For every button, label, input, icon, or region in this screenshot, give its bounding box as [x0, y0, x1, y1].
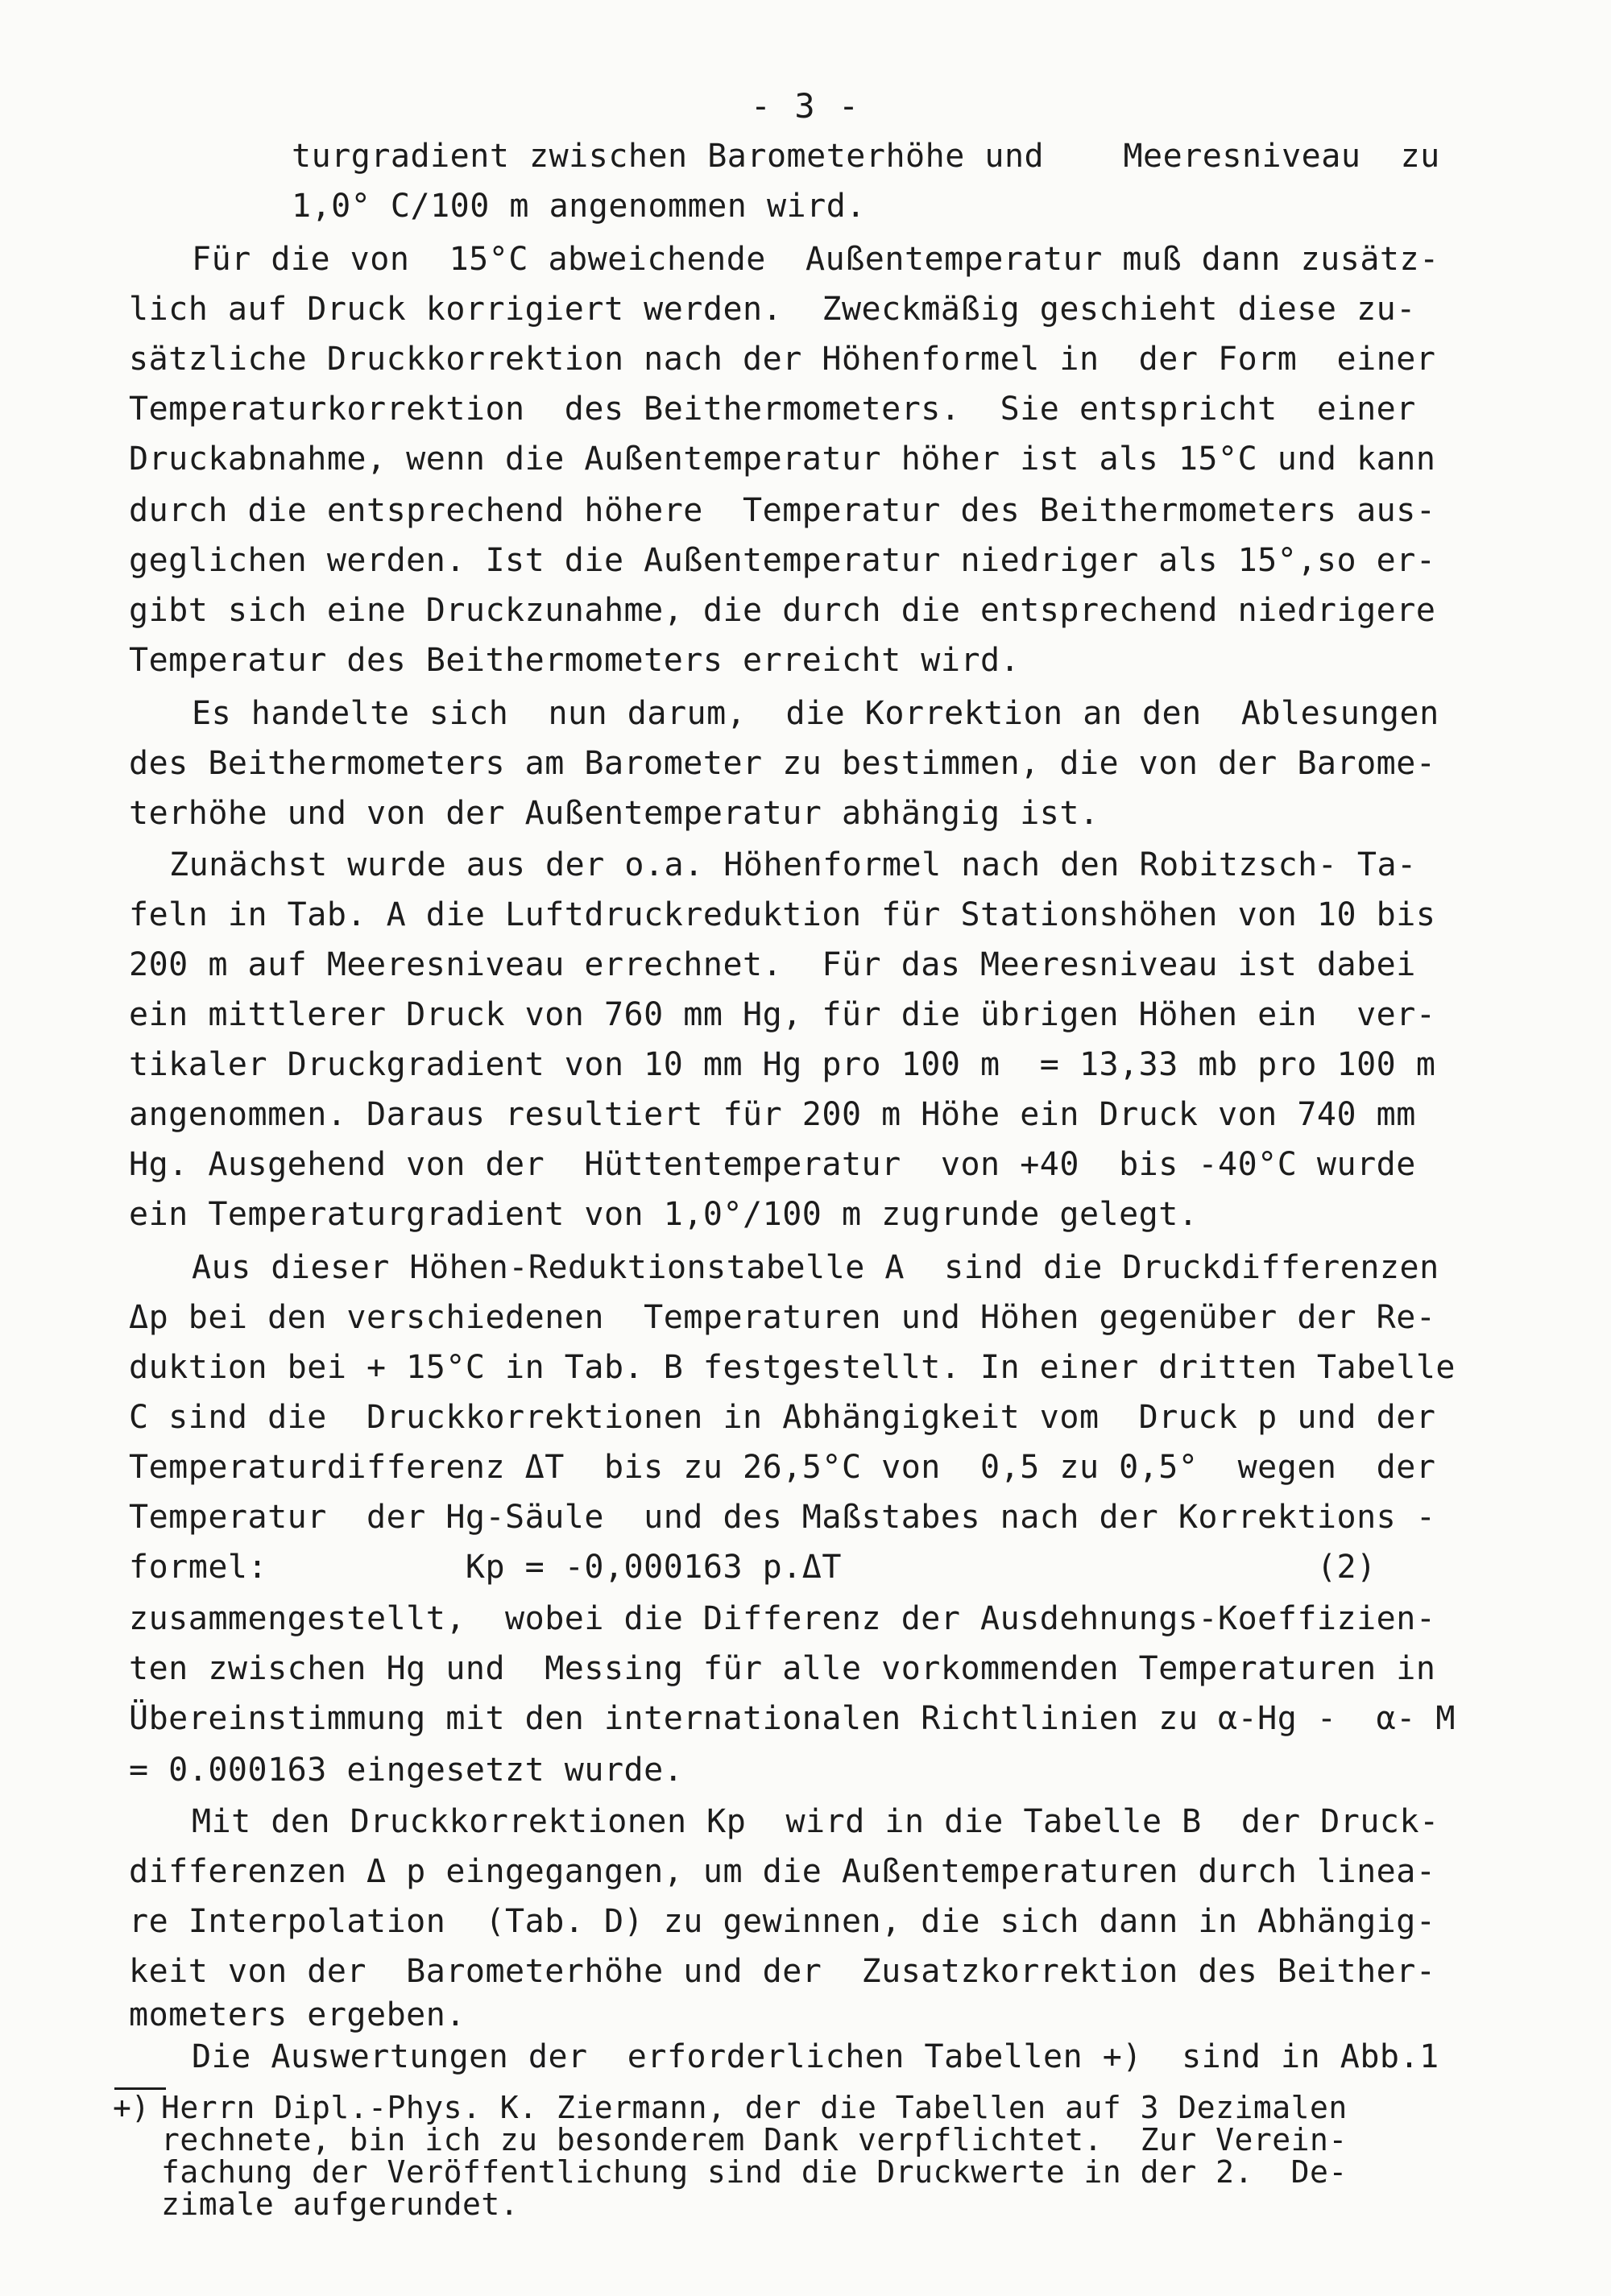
- text-line: gibt sich eine Druckzunahme, die durch die entsprechend niedrigere: [129, 592, 1436, 629]
- text-line: terhöhe und von der Außentemperatur abhängig ist.: [129, 795, 1100, 832]
- text-line: zusammengestellt, wobei die Differenz der Ausdehnungs-Koeffizien-: [129, 1600, 1436, 1637]
- text-line: duktion bei + 15°C in Tab. B festgestellt. In einer dritten Tabelle: [129, 1349, 1456, 1386]
- text-line: 200 m auf Meeresniveau errechnet. Für das Meeresniveau ist dabei: [129, 946, 1416, 983]
- text-line: sätzliche Druckkorrektion nach der Höhenformel in der Form einer: [129, 341, 1436, 378]
- text-line: Druckabnahme, wenn die Außentemperatur höher ist als 15°C und kann: [129, 441, 1436, 478]
- footnote-line: Herrn Dipl.-Phys. K. Ziermann, der die Tabellen auf 3 Dezimalen: [161, 2090, 1348, 2125]
- text-line: Zunächst wurde aus der o.a. Höhenformel nach den Robitzsch- Ta-: [169, 846, 1417, 883]
- text-line: ein mittlerer Druck von 760 mm Hg, für die übrigen Höhen ein ver-: [129, 996, 1436, 1033]
- text-line: turgradient zwischen Barometerhöhe und Meeresniveau zu: [292, 138, 1440, 175]
- text-line: angenommen. Daraus resultiert für 200 m Höhe ein Druck von 740 mm: [129, 1096, 1416, 1133]
- text-line: Temperaturkorrektion des Beithermometers. Sie entspricht einer: [129, 391, 1416, 428]
- text-line: des Beithermometers am Barometer zu bestimmen, die von der Barome-: [129, 745, 1436, 782]
- text-line: tikaler Druckgradient von 10 mm Hg pro 100 m = 13,33 mb pro 100 m: [129, 1046, 1436, 1083]
- text-line: ten zwischen Hg und Messing für alle vorkommenden Temperaturen in: [129, 1650, 1436, 1687]
- text-line: mometers ergeben.: [129, 1996, 466, 2033]
- text-line: C sind die Druckkorrektionen in Abhängigkeit vom Druck p und der: [129, 1399, 1436, 1436]
- text-line: Δp bei den verschiedenen Temperaturen und Höhen gegenüber der Re-: [129, 1299, 1436, 1336]
- text-line: Die Auswertungen der erforderlichen Tabellen +) sind in Abb.1: [192, 2038, 1439, 2075]
- text-line: Übereinstimmung mit den internationalen Richtlinien zu α-Hg - α- M: [129, 1700, 1456, 1737]
- text-line: ein Temperaturgradient von 1,0°/100 m zugrunde gelegt.: [129, 1196, 1199, 1233]
- text-line: 1,0° C/100 m angenommen wird.: [292, 188, 866, 225]
- text-line: Für die von 15°C abweichende Außentemperatur muß dann zusätz-: [192, 241, 1439, 278]
- text-line: Es handelte sich nun darum, die Korrektion an den Ablesungen: [192, 695, 1439, 732]
- footnote-line: zimale aufgerundet.: [161, 2186, 520, 2222]
- text-line: durch die entsprechend höhere Temperatur des Beithermometers aus-: [129, 492, 1436, 529]
- text-line: differenzen Δ p eingegangen, um die Außentemperaturen durch linea-: [129, 1853, 1436, 1890]
- footnote-line: fachung der Veröffentlichung sind die Druckwerte in der 2. De-: [161, 2154, 1348, 2190]
- text-line: geglichen werden. Ist die Außentemperatur niedriger als 15°,so er-: [129, 542, 1436, 579]
- text-line: Temperatur der Hg-Säule und des Maßstabes nach der Korrektions -: [129, 1499, 1436, 1536]
- text-line: Aus dieser Höhen-Reduktionstabelle A sind die Druckdifferenzen: [192, 1249, 1439, 1286]
- text-line: keit von der Barometerhöhe und der Zusatzkorrektion des Beither-: [129, 1953, 1436, 1990]
- page-number: - 3 -: [750, 86, 861, 126]
- footnote-mark: +): [113, 2090, 150, 2125]
- text-line: Hg. Ausgehend von der Hüttentemperatur von +40 bis -40°C wurde: [129, 1146, 1416, 1183]
- text-line: lich auf Druck korrigiert werden. Zweckmäßig geschieht diese zu-: [129, 291, 1416, 328]
- text-line: re Interpolation (Tab. D) zu gewinnen, die sich dann in Abhängig-: [129, 1903, 1436, 1940]
- equation-line: formel: Kp = -0,000163 p.ΔT (2): [129, 1549, 1377, 1586]
- text-line: Temperatur des Beithermometers erreicht wird.: [129, 642, 1021, 679]
- footnote-line: rechnete, bin ich zu besonderem Dank verpflichtet. Zur Verein-: [161, 2122, 1348, 2157]
- text-line: Temperaturdifferenz ΔT bis zu 26,5°C von 0,5 zu 0,5° wegen der: [129, 1449, 1436, 1486]
- text-line: feln in Tab. A die Luftdruckreduktion für Stationshöhen von 10 bis: [129, 896, 1436, 933]
- text-line: Mit den Druckkorrektionen Kp wird in die Tabelle B der Druck-: [192, 1803, 1439, 1840]
- text-line: = 0.000163 eingesetzt wurde.: [129, 1752, 684, 1789]
